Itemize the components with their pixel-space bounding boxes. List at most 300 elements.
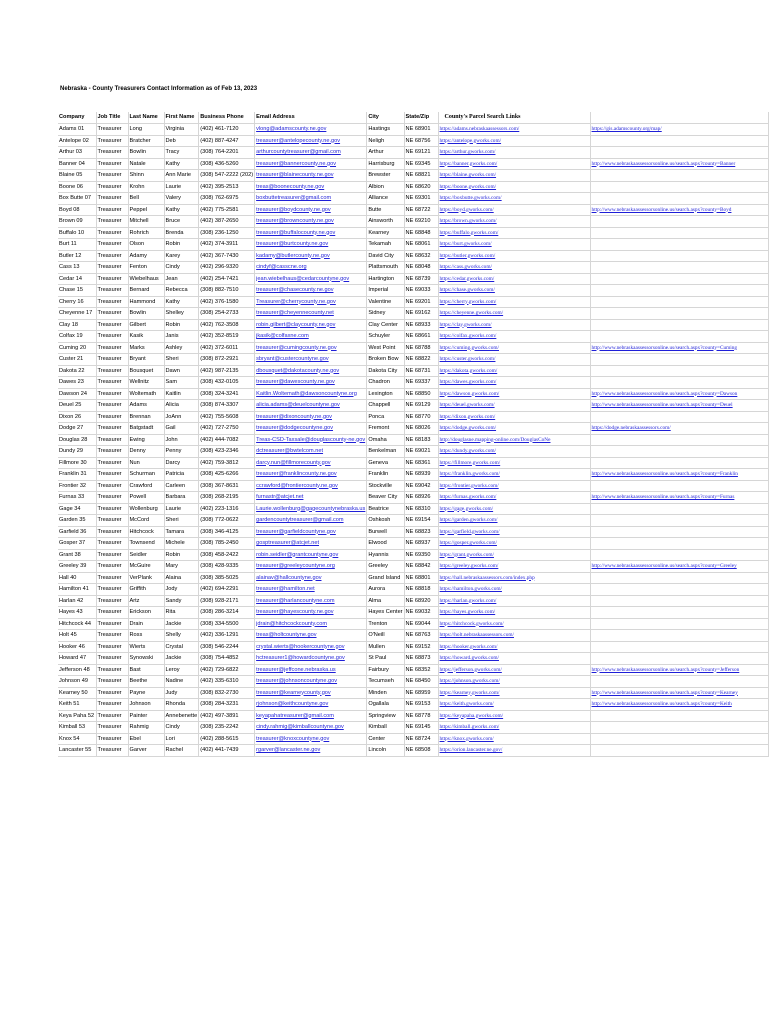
email-link[interactable]: treasurer@burtcounty.ne.gov: [256, 241, 329, 247]
email-link[interactable]: hctreasurer1@howardcountyne.gov: [256, 655, 345, 661]
header-business-phone: Business Phone: [199, 112, 255, 124]
city-cell: Alma: [367, 595, 404, 607]
phone-cell: (402) 762-3508: [199, 319, 255, 331]
parcel-link-cell: [438, 239, 590, 251]
state-zip-cell: NE 69301: [404, 193, 438, 205]
extra-link-cell: [590, 250, 768, 262]
parcel-search-link[interactable]: https://hooker.gworks.com/: [439, 643, 498, 650]
parcel-search-link[interactable]: https://keyapaha.gworks.com/: [439, 712, 504, 719]
job-title-cell: Treasurer: [96, 561, 128, 573]
company-cell: Custer 21: [58, 354, 96, 366]
parcel-search-link[interactable]: https://dakota.gworks.com/: [439, 367, 498, 374]
email-cell: [255, 308, 367, 320]
email-cell: [255, 342, 367, 354]
first-name-cell: Michele: [164, 538, 199, 550]
parcel-search-link[interactable]: https://dixon.gworks.com/: [439, 413, 496, 420]
company-cell: Fillmore 30: [58, 457, 96, 469]
company-cell: Cherry 16: [58, 296, 96, 308]
email-link[interactable]: treasurer@browncounty.ne.gov: [256, 218, 334, 224]
email-link[interactable]: treas@holtcountyne.gov: [256, 632, 317, 638]
parcel-link-cell: [438, 434, 590, 446]
extra-link-cell: [590, 158, 768, 170]
extra-link-cell: [590, 607, 768, 619]
email-cell: [255, 423, 367, 435]
first-name-cell: Cindy: [164, 262, 199, 274]
email-link[interactable]: crystal.wierts@hookercountyne.gov: [256, 643, 345, 650]
city-cell: Greeley: [367, 561, 404, 573]
first-name-cell: Kathy: [164, 158, 199, 170]
email-link[interactable]: gardencountytreasurer@gmail.com: [256, 517, 344, 523]
parcel-search-link[interactable]: https://hamilton.gworks.com/: [439, 586, 502, 592]
parcel-search-link[interactable]: http://douglasne.mapping-online.com/DouglasCoNe: [439, 436, 551, 443]
extra-link-cell: [590, 710, 768, 722]
parcel-search-link[interactable]: https://blaine.gworks.com/: [439, 172, 497, 178]
job-title-cell: Treasurer: [96, 250, 128, 262]
last-name-cell: Peppel: [128, 204, 164, 216]
parcel-search-link[interactable]: https://hall.nebraskaassessors.com/index.php: [439, 574, 535, 581]
table-row: [58, 446, 768, 458]
last-name-cell: Long: [128, 124, 164, 136]
email-cell: [255, 687, 367, 699]
phone-cell: (402) 395-2513: [199, 181, 255, 193]
email-cell: [255, 618, 367, 630]
parcel-search-link[interactable]: https://fillmore.gworks.com/: [439, 459, 501, 466]
email-link[interactable]: treasurer@kearneycounty.gov: [256, 689, 331, 696]
extra-link-cell: [590, 630, 768, 642]
email-link[interactable]: treasurer@boydcounty.ne.gov: [256, 206, 331, 213]
parcel-search-link[interactable]: https://antelope.gworks.com/: [439, 137, 502, 144]
email-link[interactable]: treasurer@jeffcone.nebraska.us: [256, 666, 336, 673]
email-link[interactable]: Treasurer@cherrycounty.ne.gov: [256, 298, 336, 305]
email-link[interactable]: Laurie.wollenburg@gagecountynebraska.us: [256, 505, 366, 512]
parcel-search-link[interactable]: https://hayes.gworks.com/: [439, 609, 496, 615]
phone-cell: (308) 235-2242: [199, 722, 255, 734]
phone-cell: (402) 727-2750: [199, 423, 255, 435]
parcel-search-link[interactable]: https://kimball.gworks.com/: [439, 724, 500, 730]
parcel-search-link[interactable]: https://harlan.gworks.com/: [439, 597, 497, 604]
last-name-cell: Crawford: [128, 480, 164, 492]
parcel-search-link[interactable]: https://hitchcock.gworks.com/: [439, 620, 504, 627]
first-name-cell: Jean: [164, 273, 199, 285]
assessor-search-link[interactable]: http://www.nebraskaassessorsonline.us/search.aspx?county=Greeley: [591, 563, 737, 569]
parcel-link-cell: [438, 526, 590, 538]
city-cell: Albion: [367, 181, 404, 193]
email-link[interactable]: dctreasurer@bwtelcom.net: [256, 448, 324, 454]
parcel-search-link[interactable]: https://knox.gworks.com/: [439, 735, 494, 742]
first-name-cell: Brenda: [164, 227, 199, 239]
parcel-search-link[interactable]: https://orion.lancaster.ne.gov/: [439, 747, 503, 753]
table-row: [58, 676, 768, 688]
job-title-cell: Treasurer: [96, 607, 128, 619]
city-cell: Brewster: [367, 170, 404, 182]
email-link[interactable]: boxbuttetreasurer@gmail.com: [256, 195, 332, 201]
city-cell: Springview: [367, 710, 404, 722]
email-link[interactable]: Kaitlin.Woltemath@dawsoncountyne.org: [256, 390, 357, 397]
first-name-cell: Kathy: [164, 296, 199, 308]
parcel-search-link[interactable]: https://johnson.gworks.com/: [439, 678, 500, 684]
parcel-search-link[interactable]: https://boone.gworks.com/: [439, 183, 497, 190]
table-row: [58, 480, 768, 492]
phone-cell: (402) 367-7430: [199, 250, 255, 262]
parcel-link-cell: [438, 308, 590, 320]
parcel-search-link[interactable]: https://cherry.gworks.com/: [439, 298, 497, 305]
parcel-search-link[interactable]: https://greeley.gworks.com/: [439, 563, 499, 569]
phone-cell: (308) 286-3214: [199, 607, 255, 619]
extra-link-cell: [590, 411, 768, 423]
phone-cell: (402) 288-5615: [199, 733, 255, 745]
first-name-cell: JoAnn: [164, 411, 199, 423]
email-link[interactable]: treasurer@johnsoncountyne.gov: [256, 678, 338, 684]
parcel-link-cell: [438, 365, 590, 377]
extra-link-cell: [590, 181, 768, 193]
job-title-cell: Treasurer: [96, 365, 128, 377]
email-link[interactable]: treasurer@franklincounty.ne.gov: [256, 471, 337, 477]
parcel-search-link[interactable]: https://banner.gworks.com/: [439, 160, 498, 167]
parcel-link-cell: [438, 745, 590, 757]
phone-cell: (308) 458-2422: [199, 549, 255, 561]
assessor-search-link[interactable]: http://www.nebraskaassessorsonline.us/search.aspx?county=Furnas: [591, 494, 735, 500]
phone-cell: (308) 832-2730: [199, 687, 255, 699]
email-link[interactable]: kadamy@butlercounty.ne.gov: [256, 252, 330, 259]
state-zip-cell: NE 69154: [404, 515, 438, 527]
company-cell: Greeley 39: [58, 561, 96, 573]
email-link[interactable]: treasurer@dixoncounty.ne.gov: [256, 413, 332, 420]
email-link[interactable]: alainav@hallcountyne.gov: [256, 574, 322, 581]
assessor-search-link[interactable]: https://dodge.nebraskaassessors.com/: [591, 425, 671, 431]
state-zip-cell: NE 69121: [404, 147, 438, 159]
city-cell: Mullen: [367, 641, 404, 653]
email-link[interactable]: furnastr@atcjet.net: [256, 494, 304, 500]
parcel-search-link[interactable]: https://garden.gworks.com/: [439, 517, 498, 523]
parcel-search-link[interactable]: https://cuming.gworks.com/: [439, 344, 499, 351]
city-cell: Imperial: [367, 285, 404, 297]
extra-link-cell: [590, 457, 768, 469]
extra-link-cell: [590, 285, 768, 297]
assessor-search-link[interactable]: http://www.nebraskaassessorsonline.us/search.aspx?county=Dawson: [591, 390, 738, 397]
email-link[interactable]: treasurer@hamilton.net: [256, 586, 315, 592]
extra-link-cell: [590, 722, 768, 734]
email-cell: [255, 641, 367, 653]
parcel-search-link[interactable]: https://custer.gworks.com/: [439, 356, 496, 362]
last-name-cell: Synowski: [128, 653, 164, 665]
email-link[interactable]: vlong@adamscounty.ne.gov: [256, 126, 327, 132]
parcel-search-link[interactable]: https://dawson.gworks.com/: [439, 390, 500, 397]
email-link[interactable]: cindy.rahmig@kimballcountyne.gov: [256, 724, 344, 730]
parcel-search-link[interactable]: https://grant.gworks.com/: [439, 551, 494, 558]
email-link[interactable]: treasurer@buffalocounty.ne.gov: [256, 229, 336, 236]
parcel-search-link[interactable]: https://gage.gworks.com/: [439, 505, 494, 512]
extra-link-cell: [590, 434, 768, 446]
phone-cell: (308) 324-3241: [199, 388, 255, 400]
header-last-name: Last Name: [128, 112, 164, 124]
parcel-search-link[interactable]: https://frontier.gworks.com/: [439, 482, 499, 489]
email-cell: [255, 710, 367, 722]
first-name-cell: Robin: [164, 549, 199, 561]
email-link[interactable]: treasurer@cumingcounty.ne.gov: [256, 344, 337, 351]
job-title-cell: Treasurer: [96, 699, 128, 711]
email-link[interactable]: treasurer@garfieldcountyne.gov: [256, 528, 336, 535]
phone-cell: (402) 336-1291: [199, 630, 255, 642]
city-cell: Kimball: [367, 722, 404, 734]
first-name-cell: Jackie: [164, 618, 199, 630]
company-cell: Keya Paha 52: [58, 710, 96, 722]
header-email: Email Address: [255, 112, 367, 124]
email-link[interactable]: treasurer@blainecounty.ne.gov: [256, 172, 334, 178]
assessor-search-link[interactable]: http://www.nebraskaassessorsonline.us/search.aspx?county=Jefferson: [591, 666, 740, 673]
parcel-search-link[interactable]: https://arthur.gworks.com/: [439, 149, 496, 155]
table-row: [58, 549, 768, 561]
email-link[interactable]: darcy.nun@fillmorecounty.gov: [256, 459, 331, 466]
state-zip-cell: NE 68873: [404, 653, 438, 665]
phone-cell: (402) 254-7421: [199, 273, 255, 285]
email-cell: [255, 676, 367, 688]
email-cell: [255, 216, 367, 228]
parcel-search-link[interactable]: https://franklin.gworks.com/: [439, 471, 500, 477]
assessor-search-link[interactable]: http://www.nebraskaassessorsonline.us/search.aspx?county=Boyd: [591, 206, 732, 213]
state-zip-cell: NE 69210: [404, 216, 438, 228]
parcel-search-link[interactable]: https://dodge.gworks.com/: [439, 425, 497, 431]
parcel-link-cell: [438, 664, 590, 676]
parcel-link-cell: [438, 722, 590, 734]
phone-cell: (402) 352-8519: [199, 331, 255, 343]
email-link[interactable]: dbousquet@dakotacounty.ne.gov: [256, 367, 340, 374]
parcel-search-link[interactable]: https://brown.gworks.com/: [439, 218, 497, 224]
email-link[interactable]: alicia.adams@deuelcountyne.gov: [256, 402, 340, 408]
city-cell: St Paul: [367, 653, 404, 665]
parcel-search-link[interactable]: https://cheyenne.gworks.com/: [439, 310, 504, 316]
job-title-cell: Treasurer: [96, 216, 128, 228]
parcel-search-link[interactable]: https://garfield.gworks.com/: [439, 528, 500, 535]
table-row: [58, 607, 768, 619]
header-city: City: [367, 112, 404, 124]
job-title-cell: Treasurer: [96, 503, 128, 515]
last-name-cell: Olson: [128, 239, 164, 251]
header-extra-links: [590, 112, 768, 124]
job-title-cell: Treasurer: [96, 354, 128, 366]
city-cell: Chadron: [367, 377, 404, 389]
parcel-search-link[interactable]: https://kearney.gworks.com/: [439, 689, 500, 696]
last-name-cell: Adams: [128, 400, 164, 412]
last-name-cell: Mitchell: [128, 216, 164, 228]
table-row: [58, 285, 768, 297]
last-name-cell: Krohn: [128, 181, 164, 193]
parcel-search-link[interactable]: https://butler.gworks.com/: [439, 252, 496, 259]
last-name-cell: Bowlin: [128, 147, 164, 159]
phone-cell: (308) 428-9335: [199, 561, 255, 573]
extra-link-cell: [590, 388, 768, 400]
email-cell: [255, 239, 367, 251]
assessor-search-link[interactable]: http://www.nebraskaassessorsonline.us/search.aspx?county=Keith: [591, 701, 732, 707]
first-name-cell: Carleen: [164, 480, 199, 492]
parcel-search-link[interactable]: https://keith.gworks.com/: [439, 701, 494, 707]
job-title-cell: Treasurer: [96, 147, 128, 159]
first-name-cell: Ashley: [164, 342, 199, 354]
last-name-cell: Payne: [128, 687, 164, 699]
extra-link-cell: [590, 423, 768, 435]
state-zip-cell: NE 69021: [404, 446, 438, 458]
email-link[interactable]: cindyf@casscne.org: [256, 264, 307, 270]
parcel-search-link[interactable]: https://howard.gworks.com/: [439, 655, 499, 661]
parcel-search-link[interactable]: https://cass.gworks.com/: [439, 264, 492, 270]
email-link[interactable]: ccrawford@frontiercounty.ne.gov: [256, 482, 338, 489]
last-name-cell: Brennan: [128, 411, 164, 423]
email-link[interactable]: treasurer@dawescounty.ne.gov: [256, 379, 335, 385]
extra-link-cell: [590, 204, 768, 216]
job-title-cell: Treasurer: [96, 733, 128, 745]
parcel-search-link[interactable]: https://holt.nebraskaassessors.com/: [439, 632, 514, 638]
parcel-search-link[interactable]: https://clay.gworks.com/: [439, 321, 492, 328]
parcel-search-link[interactable]: https://boxbutte.gworks.com/: [439, 195, 502, 201]
company-cell: Jefferson 48: [58, 664, 96, 676]
email-link[interactable]: jean.wiebelhaus@cedarcountyne.gov: [256, 275, 350, 282]
assessor-search-link[interactable]: http://www.nebraskaassessorsonline.us/search.aspx?county=Cuming: [591, 344, 738, 351]
parcel-search-link[interactable]: https://buffalo.gworks.com/: [439, 229, 499, 236]
parcel-search-link[interactable]: https://dundy.gworks.com/: [439, 448, 496, 454]
company-cell: Garden 35: [58, 515, 96, 527]
parcel-search-link[interactable]: https://dawes.gworks.com/: [439, 379, 497, 385]
assessor-search-link[interactable]: https://gis.adamscounty.org/map/: [591, 126, 662, 132]
company-cell: Banner 04: [58, 158, 96, 170]
parcel-link-cell: [438, 388, 590, 400]
parcel-search-link[interactable]: https://gosper.gworks.com/: [439, 540, 497, 546]
company-cell: Hamilton 41: [58, 584, 96, 596]
company-cell: Arthur 03: [58, 147, 96, 159]
email-link[interactable]: jkasik@colfaxne.com: [256, 333, 309, 339]
email-link[interactable]: gosptreasurer@atcjet.net: [256, 540, 320, 546]
parcel-link-cell: [438, 250, 590, 262]
extra-link-cell: [590, 135, 768, 147]
state-zip-cell: NE 69162: [404, 308, 438, 320]
last-name-cell: Kasik: [128, 331, 164, 343]
city-cell: Arthur: [367, 147, 404, 159]
state-zip-cell: NE 68937: [404, 538, 438, 550]
email-link[interactable]: arthurcountytreasurer@gmail.com: [256, 149, 341, 155]
company-cell: Boone 06: [58, 181, 96, 193]
extra-link-cell: [590, 400, 768, 412]
table-row: [58, 572, 768, 584]
parcel-search-link[interactable]: https://jefferson.gworks.com/: [439, 666, 502, 673]
job-title-cell: Treasurer: [96, 664, 128, 676]
email-cell: [255, 193, 367, 205]
extra-link-cell: [590, 515, 768, 527]
state-zip-cell: NE 69337: [404, 377, 438, 389]
email-link[interactable]: treasurer@hayescounty.ne.gov: [256, 609, 334, 615]
city-cell: Neligh: [367, 135, 404, 147]
parcel-search-link[interactable]: https://deuel.gworks.com/: [439, 402, 495, 408]
last-name-cell: Wellnitz: [128, 377, 164, 389]
parcel-search-link[interactable]: https://cedar.gworks.com/: [439, 275, 495, 282]
parcel-link-cell: [438, 285, 590, 297]
assessor-search-link[interactable]: http://www.nebraskaassessorsonline.us/search.aspx?county=Banner: [591, 160, 736, 167]
city-cell: David City: [367, 250, 404, 262]
state-zip-cell: NE 68823: [404, 526, 438, 538]
email-link[interactable]: rgarver@lancaster.ne.gov: [256, 747, 321, 753]
extra-link-cell: [590, 480, 768, 492]
last-name-cell: Bratcher: [128, 135, 164, 147]
parcel-link-cell: [438, 687, 590, 699]
phone-cell: (308) 254-2733: [199, 308, 255, 320]
extra-link-cell: [590, 561, 768, 573]
email-link[interactable]: treasurer@cheyennecounty.net: [256, 310, 334, 316]
email-link[interactable]: treasurer@dodgecountyne.gov: [256, 425, 334, 431]
parcel-search-link[interactable]: https://adams.nebraskaassessors.com/: [439, 126, 520, 132]
email-cell: [255, 515, 367, 527]
table-row: [58, 618, 768, 630]
email-cell: [255, 411, 367, 423]
job-title-cell: Treasurer: [96, 170, 128, 182]
email-cell: [255, 538, 367, 550]
state-zip-cell: NE 68801: [404, 572, 438, 584]
extra-link-cell: [590, 308, 768, 320]
job-title-cell: Treasurer: [96, 296, 128, 308]
email-link[interactable]: robin.gilbert@claycounty.ne.gov: [256, 321, 336, 328]
phone-cell: (402) 374-3911: [199, 239, 255, 251]
last-name-cell: Bryant: [128, 354, 164, 366]
last-name-cell: Painter: [128, 710, 164, 722]
assessor-search-link[interactable]: http://www.nebraskaassessorsonline.us/search.aspx?county=Franklin: [591, 471, 738, 477]
parcel-search-link[interactable]: https://boyd.gworks.com/: [439, 206, 494, 213]
phone-cell: (308) 872-2921: [199, 354, 255, 366]
parcel-link-cell: [438, 423, 590, 435]
last-name-cell: Wiebelhaus: [128, 273, 164, 285]
email-link[interactable]: jdrain@hitchcockcounty.com: [256, 620, 327, 627]
company-cell: Kimball 53: [58, 722, 96, 734]
parcel-search-link[interactable]: https://colfax.gworks.com/: [439, 333, 497, 339]
company-cell: Boyd 08: [58, 204, 96, 216]
first-name-cell: Patricia: [164, 469, 199, 481]
parcel-search-link[interactable]: https://burt.gworks.com/: [439, 241, 492, 247]
email-cell: [255, 446, 367, 458]
phone-cell: (402) 441-7439: [199, 745, 255, 757]
email-cell: [255, 227, 367, 239]
email-link[interactable]: robin.seidler@grantcountyne.gov: [256, 551, 339, 558]
email-link[interactable]: sbryant@custercountyne.gov: [256, 356, 329, 362]
last-name-cell: Rohrich: [128, 227, 164, 239]
parcel-link-cell: [438, 411, 590, 423]
email-link[interactable]: Treas-CSD-Taxsale@douglascounty-ne.gov: [256, 436, 366, 443]
company-cell: Gage 34: [58, 503, 96, 515]
state-zip-cell: NE 69145: [404, 722, 438, 734]
assessor-search-link[interactable]: http://www.nebraskaassessorsonline.us/search.aspx?county=Kearney: [591, 689, 738, 696]
email-link[interactable]: treasurer@greeleycountyne.org: [256, 563, 335, 569]
email-link[interactable]: treas@boonecounty.ne.gov: [256, 183, 325, 190]
first-name-cell: Sandy: [164, 595, 199, 607]
city-cell: Tekamah: [367, 239, 404, 251]
first-name-cell: Jackie: [164, 653, 199, 665]
parcel-link-cell: [438, 147, 590, 159]
company-cell: Cass 13: [58, 262, 96, 274]
job-title-cell: Treasurer: [96, 745, 128, 757]
city-cell: Valentine: [367, 296, 404, 308]
email-link[interactable]: treasurer@knoxcountyne.gov: [256, 735, 330, 742]
last-name-cell: Fenton: [128, 262, 164, 274]
phone-cell: (308) 546-2244: [199, 641, 255, 653]
last-name-cell: Griffith: [128, 584, 164, 596]
email-link[interactable]: keyapahatreasurer@gmail.com: [256, 712, 334, 719]
phone-cell: (402) 461-7120: [199, 124, 255, 136]
email-link[interactable]: treasurer@bannercounty.ne.gov: [256, 160, 337, 167]
parcel-search-link[interactable]: https://furnas.gworks.com/: [439, 494, 497, 500]
email-link[interactable]: treasurer@chasecounty.ne.gov: [256, 287, 334, 293]
email-link[interactable]: rjohnson@keithcountyne.gov: [256, 701, 329, 707]
first-name-cell: Rita: [164, 607, 199, 619]
email-link[interactable]: treasurer@antelopecounty.ne.gov: [256, 137, 341, 144]
assessor-search-link[interactable]: http://www.nebraskaassessorsonline.us/search.aspx?county=Deuel: [591, 402, 733, 408]
email-link[interactable]: treasurer@harlancountyne.com: [256, 597, 335, 604]
first-name-cell: Kaitlin: [164, 388, 199, 400]
extra-link-cell: [590, 193, 768, 205]
parcel-search-link[interactable]: https://chase.gworks.com/: [439, 287, 495, 293]
